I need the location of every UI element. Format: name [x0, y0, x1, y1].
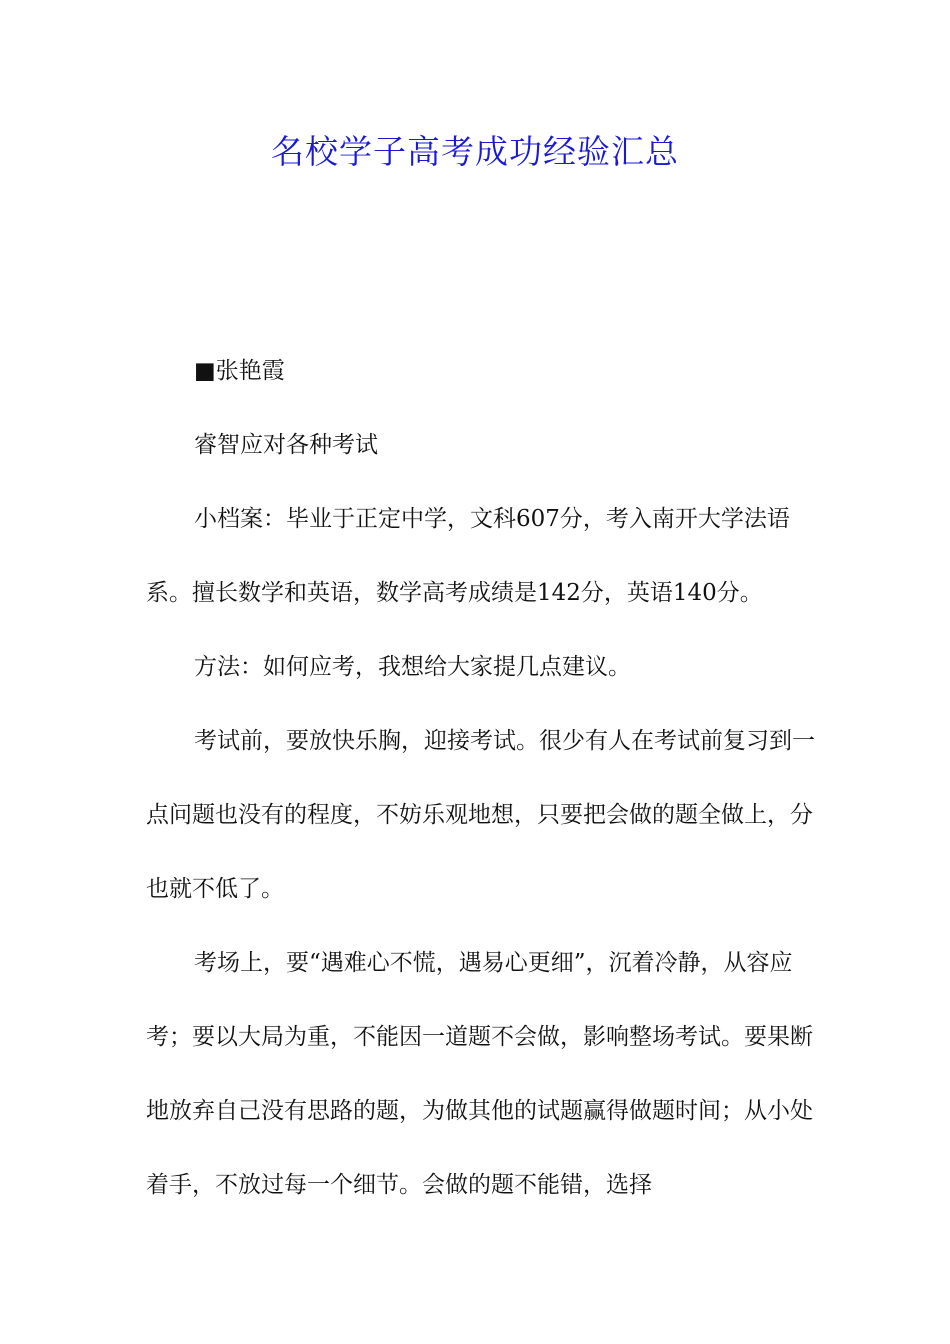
- document-title: 名校学子高考成功经验汇总: [271, 132, 679, 171]
- in-exam-paragraph: 考场上，要“遇难心不慌，遇易心更细”，沉着冷静，从容应考；要以大局为重，不能因一道题不会做，影响整场考试。要果断地放弃自己没有思路的题，为做其他的试题赢得做题时间；从小处着手，不放过每一个细节。会做的题不能错，选择: [146, 950, 813, 1198]
- section-subtitle: 睿智应对各种考试: [194, 432, 378, 458]
- profile-paragraph: 小档案：毕业于正定中学，文科607分，考入南开大学法语系。擅长数学和英语，数学高考成绩是142分，英语140分。: [146, 506, 790, 606]
- before-exam-paragraph: 考试前，要放快乐胸，迎接考试。很少有人在考试前复习到一点问题也没有的程度，不妨乐观地想，只要把会做的题全做上，分也就不低了。: [146, 728, 815, 902]
- method-paragraph: 方法：如何应考，我想给大家提几点建议。: [194, 654, 631, 680]
- author-heading: ■张艳霞: [194, 358, 285, 384]
- document-body: [146, 334, 818, 1222]
